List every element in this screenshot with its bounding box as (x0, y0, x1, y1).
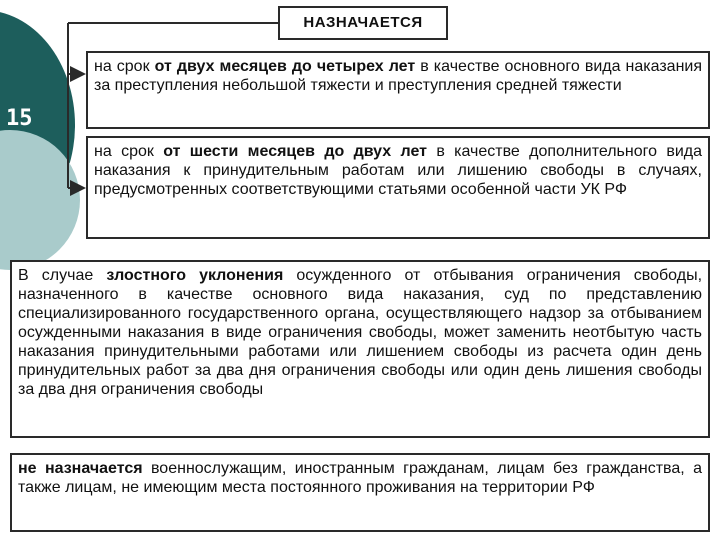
slide-number: 15 (6, 106, 33, 131)
term-main-box (86, 51, 710, 129)
term-additional-text: на срок от шести месяцев до двух лет в качестве дополнительного вида наказания к принудительным работам или лишению свободы в случаях, предусмотренных соответствующими статьями особенной части УК РФ (94, 143, 703, 198)
not-assigned-text: не назначается военнослужащим, иностранным гражданам, лицам без гражданства, а также лицам, не имеющим места постоянного проживания на территории РФ (18, 460, 702, 496)
heading-box: НАЗНАЧАЕТСЯ (278, 6, 448, 40)
not-assigned-box (10, 453, 710, 532)
term-additional-box (86, 136, 710, 239)
term-main-text: на срок от двух месяцев до четырех лет в качестве основного вида наказания за преступления небольшой тяжести и преступления средней тяжести (94, 58, 703, 94)
evasion-box (10, 260, 710, 438)
evasion-text: В случае злостного уклонения осужденного от отбывания ограничения свободы, назначенного в качестве основного вида наказания, суд по представлению специализированного государственного органа, осуществляющего надзор за отбыванием осужденными наказания в виде ограничения свободы, может заменить неотбытую часть наказания принудительными работами или лишением свободы из расчета один день принудительных работ за два дня ограничения свободы или один день лишения свободы за два дня ограничения свободы (18, 267, 703, 398)
